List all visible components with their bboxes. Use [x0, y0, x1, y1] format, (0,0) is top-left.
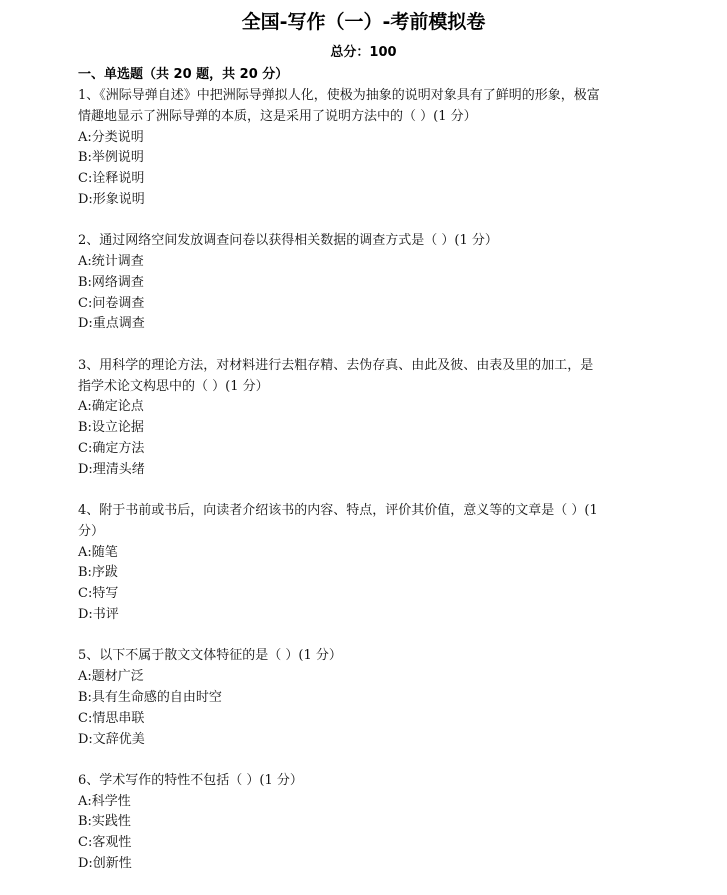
question-stem	[78, 86, 648, 128]
exam-title: 全国-写作（一）-考前模拟卷	[241, 11, 486, 33]
question-1	[78, 86, 648, 211]
option-b[interactable]: B:具有生命感的自由时空	[78, 689, 222, 705]
stem-line: 指学术论文构思中的（ ）(1 分）	[78, 378, 269, 394]
option-c[interactable]: C:情思串联	[78, 710, 145, 726]
option-b[interactable]: B:网络调查	[78, 274, 144, 290]
option-d[interactable]: D:理清头绪	[78, 461, 145, 477]
option-a[interactable]: A:科学性	[78, 793, 131, 809]
option-a[interactable]: A:随笔	[78, 544, 118, 560]
question-3	[78, 356, 648, 481]
option-d[interactable]: D:创新性	[78, 856, 132, 871]
stem-line: 1、《洲际导弹自述》中把洲际导弹拟人化，使极为抽象的说明对象具有了鲜明的形象，极富	[78, 88, 600, 103]
question-stem	[78, 646, 648, 667]
total-score: 总分：100	[330, 45, 397, 60]
option-c[interactable]: C:客观性	[78, 835, 132, 851]
option-a[interactable]: A:题材广泛	[78, 669, 144, 685]
option-b[interactable]: B:设立论据	[78, 420, 144, 436]
stem-line: 5、以下不属于散文文体特征的是（ ）(1 分）	[78, 648, 342, 664]
option-d[interactable]: D:形象说明	[78, 191, 145, 207]
stem-line: 分）	[78, 523, 105, 539]
question-5	[78, 646, 648, 750]
stem-line: 情趣地显示了洲际导弹的本质，这是采用了说明方法中的（ ）(1 分）	[78, 108, 477, 124]
question-stem	[78, 356, 648, 398]
question-6	[78, 771, 648, 875]
stem-line: 6、学术写作的特性不包括（ ）(1 分）	[78, 772, 303, 788]
option-c[interactable]: C:特写	[78, 586, 119, 602]
option-a[interactable]: A:确定论点	[78, 399, 144, 415]
option-d[interactable]: D:书评	[78, 607, 119, 623]
option-b[interactable]: B:实践性	[78, 814, 131, 830]
option-b[interactable]: B:举例说明	[78, 150, 144, 166]
question-2	[78, 231, 648, 335]
option-d[interactable]: D:文辞优美	[78, 731, 145, 747]
question-4	[78, 501, 648, 626]
section-heading: 一、单选题（共 20 题，共 20 分）	[78, 67, 289, 82]
option-a[interactable]: A:分类说明	[78, 129, 144, 145]
option-a[interactable]: A:统计调查	[78, 254, 144, 270]
option-d[interactable]: D:重点调查	[78, 316, 145, 332]
stem-line: 3、用科学的理论方法，对材料进行去粗存精、去伪存真、由此及彼、由表及里的加工，是	[78, 357, 594, 373]
stem-line: 2、通过网络空间发放调查问卷以获得相关数据的调查方式是（ ）(1 分）	[78, 233, 498, 249]
option-c[interactable]: C:问卷调查	[78, 295, 145, 311]
option-b[interactable]: B:序跋	[78, 565, 118, 581]
stem-line: 4、附于书前或书后，向读者介绍该书的内容、特点，评价其价值，意义等的文章是（ ）(1	[78, 503, 598, 519]
question-stem	[78, 231, 648, 252]
question-stem	[78, 501, 648, 543]
option-c[interactable]: C:确定方法	[78, 440, 145, 456]
option-c[interactable]: C:诠释说明	[78, 171, 145, 187]
question-stem	[78, 771, 648, 792]
question-list	[78, 86, 648, 895]
